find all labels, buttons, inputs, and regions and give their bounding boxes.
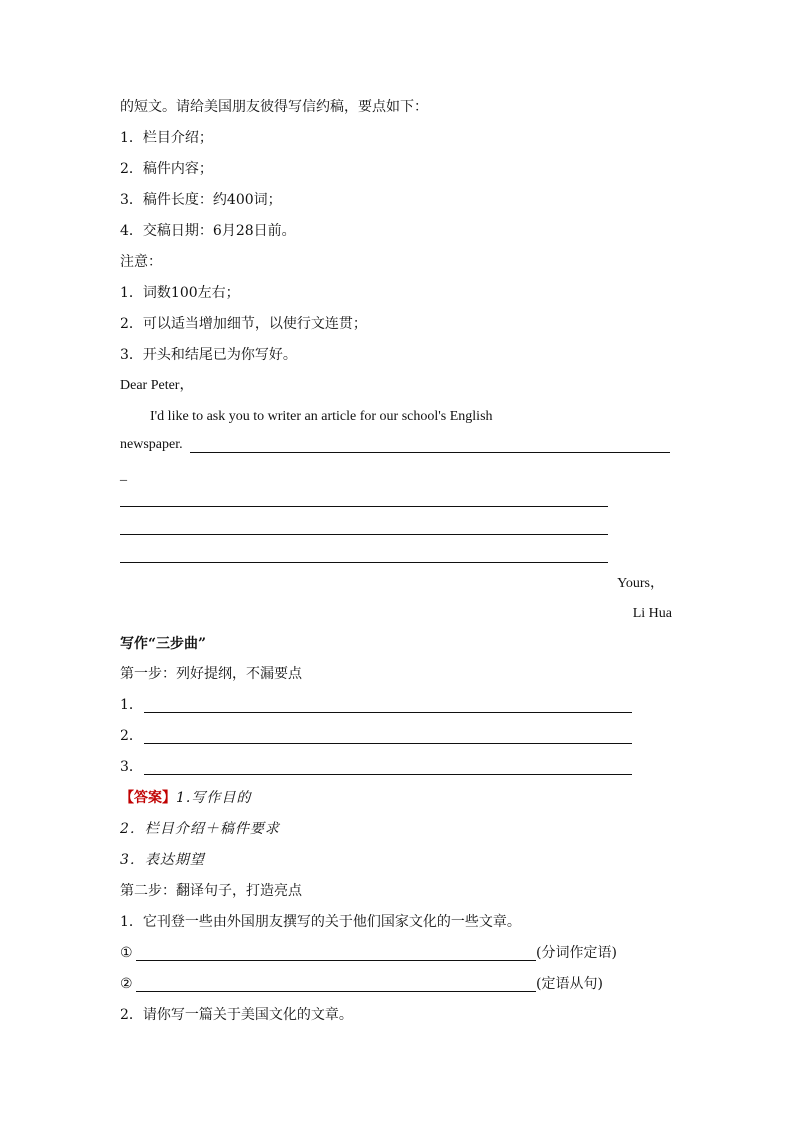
note-item: 1．词数100左右； [120,285,240,301]
circle-number: ② [120,976,133,992]
letter-signature: Li Hua [632,606,672,621]
section-title: 写作“三步曲” [120,636,207,652]
note-item: 2．可以适当增加细节，以使行文连贯； [120,316,367,332]
answer-text: 1.写作目的 [176,790,252,806]
letter-dash: _ [120,468,127,483]
note-item: 3．开头和结尾已为你写好。 [120,347,297,363]
letter-body-line: I'd like to ask you to writer an article for our school's English [150,409,493,424]
answer-line [120,788,251,808]
writing-blank[interactable] [190,452,670,453]
question-text: 2．请你写一篇关于美国文化的文章。 [120,1007,353,1023]
outline-blank[interactable] [144,712,632,713]
circle-number: ① [120,945,133,961]
note-title: 注意： [120,254,162,270]
answer-tag: 【答案】 [120,790,176,806]
intro-line: 的短文。请给美国朋友彼得写信约稿，要点如下： [120,99,428,115]
grammar-hint: (定语从句) [536,976,603,992]
outline-blank[interactable] [144,743,632,744]
outline-number: 1． [120,697,143,713]
point-item: 2．稿件内容； [120,161,213,177]
outline-number: 3． [120,759,143,775]
step-heading: 第二步：翻译句子，打造亮点 [120,883,302,899]
outline-number: 2． [120,728,143,744]
writing-blank[interactable] [120,506,608,507]
outline-blank[interactable] [144,774,632,775]
letter-closing: Yours， [617,576,664,591]
point-item: 3．稿件长度：约400词； [120,192,282,208]
point-item: 4．交稿日期：6月28日前。 [120,223,296,239]
writing-blank[interactable] [120,534,608,535]
letter-body-line: newspaper. [120,437,183,452]
answer-text: 2．栏目介绍＋稿件要求 [120,821,280,837]
translation-blank[interactable] [136,960,536,961]
point-item: 1．栏目介绍； [120,130,213,146]
grammar-hint: (分词作定语) [536,945,617,961]
translation-blank[interactable] [136,991,536,992]
question-text: 1．它刊登一些由外国朋友撰写的关于他们国家文化的一些文章。 [120,914,521,930]
step-heading: 第一步：列好提纲，不漏要点 [120,666,302,682]
answer-text: 3．表达期望 [120,852,205,868]
letter-salutation: Dear Peter， [120,378,194,393]
writing-blank[interactable] [120,562,608,563]
